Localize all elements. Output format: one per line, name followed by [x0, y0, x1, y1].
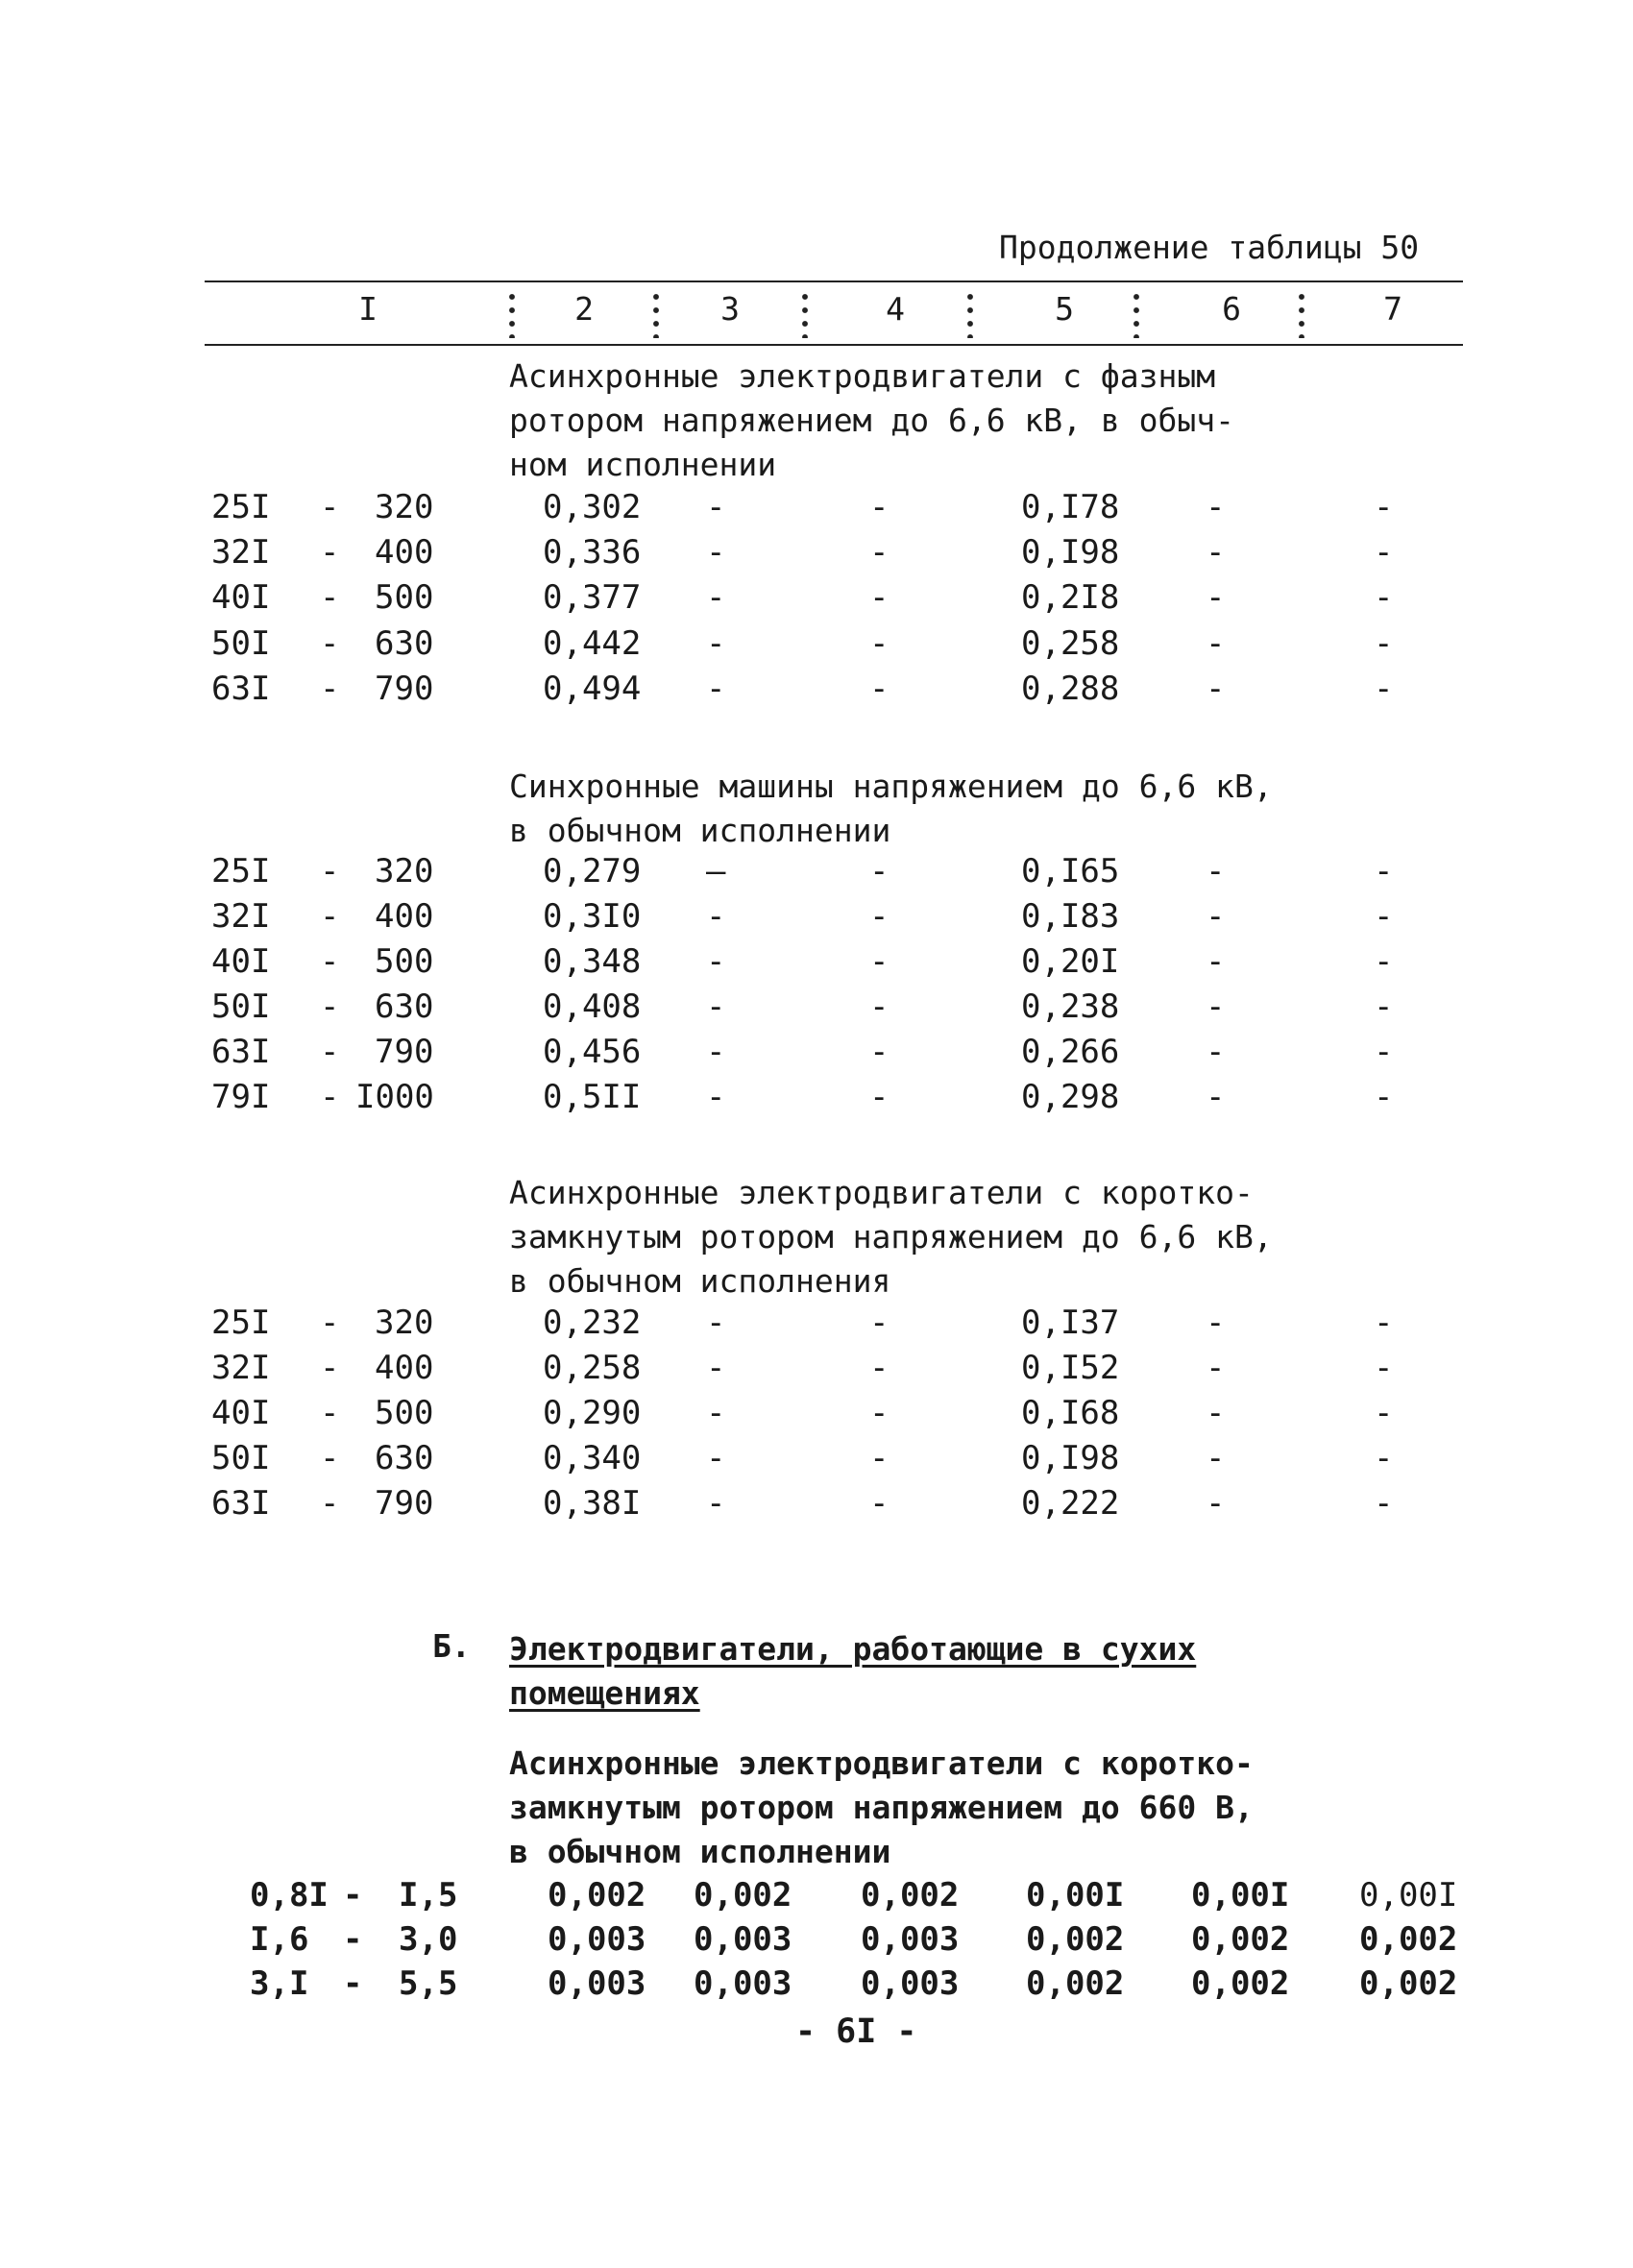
group-heading-line: замкнутым ротором напряжением до 660 В, — [509, 1789, 1254, 1826]
range-from: 3,I — [250, 1964, 309, 2003]
cell-col6: - — [1206, 624, 1226, 663]
range-dash: - — [320, 1439, 340, 1477]
range-to: 500 — [375, 942, 434, 981]
range-to: 400 — [375, 533, 434, 572]
section-title — [509, 1627, 1278, 1716]
range-dash: - — [320, 488, 340, 526]
cell-col3: 0,003 — [694, 1920, 792, 1959]
cell-col7: - — [1374, 1439, 1394, 1477]
cell-col5: 0,258 — [1021, 624, 1120, 663]
range-from: I,6 — [250, 1920, 309, 1959]
cell-col7: - — [1374, 670, 1394, 708]
column-header-4: 4 — [886, 290, 905, 328]
column-separator — [966, 290, 974, 338]
cell-col7: - — [1374, 533, 1394, 572]
table-row — [0, 1876, 1633, 1921]
cell-col7: - — [1374, 1033, 1394, 1071]
range-to: 790 — [375, 1484, 434, 1523]
cell-col3: - — [706, 1439, 726, 1477]
table-top-rule — [205, 280, 1463, 282]
cell-col4: 0,002 — [861, 1876, 960, 1914]
cell-col2: 0,279 — [543, 852, 642, 890]
cell-col3: - — [706, 897, 726, 936]
cell-col5: 0,002 — [1026, 1920, 1125, 1959]
cell-col4: - — [869, 533, 890, 572]
cell-col2: 0,408 — [543, 988, 642, 1026]
range-dash: - — [320, 1349, 340, 1387]
cell-col5: 0,I78 — [1021, 488, 1120, 526]
table-row — [0, 897, 1633, 942]
cell-col3: - — [706, 988, 726, 1026]
group-heading-line: Асинхронные электродвигатели с коротко- — [509, 1174, 1254, 1211]
range-from: 40I — [211, 1394, 271, 1432]
cell-col4: - — [869, 1078, 890, 1116]
cell-col5: 0,20I — [1021, 942, 1120, 981]
cell-col5: 0,I83 — [1021, 897, 1120, 936]
table-row — [0, 1394, 1633, 1439]
cell-col3: — — [706, 852, 726, 890]
cell-col7: - — [1374, 1349, 1394, 1387]
cell-col4: - — [869, 624, 890, 663]
cell-col3: - — [706, 488, 726, 526]
cell-col4: - — [869, 1439, 890, 1477]
range-from: 40I — [211, 578, 271, 617]
cell-col7: 0,002 — [1359, 1964, 1458, 2003]
range-from: 63I — [211, 1033, 271, 1071]
range-dash: - — [320, 624, 340, 663]
range-to: 400 — [375, 897, 434, 936]
cell-col4: - — [869, 988, 890, 1026]
range-dash: - — [343, 1920, 363, 1959]
range-dash: - — [320, 852, 340, 890]
cell-col2: 0,290 — [543, 1394, 642, 1432]
cell-col5: 0,266 — [1021, 1033, 1120, 1071]
column-header-7: 7 — [1383, 290, 1402, 328]
range-to: 320 — [375, 852, 434, 890]
cell-col4: - — [869, 1394, 890, 1432]
cell-col7: - — [1374, 988, 1394, 1026]
range-from: 32I — [211, 897, 271, 936]
range-to: 400 — [375, 1349, 434, 1387]
cell-col7: - — [1374, 852, 1394, 890]
column-header-1: I — [358, 290, 378, 328]
cell-col3: - — [706, 578, 726, 617]
table-row — [0, 1304, 1633, 1349]
cell-col7: - — [1374, 1394, 1394, 1432]
range-dash: - — [320, 1484, 340, 1523]
section-title-line: Электродвигатели, работающие в сухих — [509, 1630, 1197, 1668]
cell-col2: 0,494 — [543, 670, 642, 708]
cell-col2: 0,003 — [548, 1964, 646, 2003]
table-row — [0, 1484, 1633, 1529]
range-to: 500 — [375, 578, 434, 617]
cell-col2: 0,348 — [543, 942, 642, 981]
table-header-rule — [205, 344, 1463, 346]
range-from: 50I — [211, 1439, 271, 1477]
cell-col5: 0,238 — [1021, 988, 1120, 1026]
cell-col2: 0,3I0 — [543, 897, 642, 936]
cell-col5: 0,I68 — [1021, 1394, 1120, 1432]
table-row — [0, 1920, 1633, 1965]
cell-col6: 0,002 — [1191, 1964, 1290, 2003]
cell-col7: - — [1374, 897, 1394, 936]
range-dash: - — [320, 1304, 340, 1342]
table-row — [0, 670, 1633, 715]
cell-col4: - — [869, 1349, 890, 1387]
cell-col4: - — [869, 1304, 890, 1342]
range-dash: - — [343, 1964, 363, 2003]
column-header-2: 2 — [574, 290, 594, 328]
cell-col6: - — [1206, 1304, 1226, 1342]
range-dash: - — [343, 1876, 363, 1914]
group-heading-line: в обычном исполнения — [509, 1262, 891, 1300]
column-separator — [1298, 290, 1305, 338]
cell-col6: - — [1206, 1349, 1226, 1387]
cell-col2: 0,003 — [548, 1920, 646, 1959]
range-dash: - — [320, 1394, 340, 1432]
cell-col2: 0,258 — [543, 1349, 642, 1387]
range-to: 790 — [375, 670, 434, 708]
cell-col7: - — [1374, 578, 1394, 617]
cell-col2: 0,456 — [543, 1033, 642, 1071]
cell-col3: - — [706, 1033, 726, 1071]
cell-col7: - — [1374, 1304, 1394, 1342]
cell-col3: 0,002 — [694, 1876, 792, 1914]
range-from: 50I — [211, 624, 271, 663]
cell-col2: 0,302 — [543, 488, 642, 526]
table-row — [0, 624, 1633, 670]
table-row — [0, 1439, 1633, 1484]
cell-col6: - — [1206, 1078, 1226, 1116]
group-heading-line: ном исполнении — [509, 446, 777, 483]
cell-col5: 0,288 — [1021, 670, 1120, 708]
cell-col7: - — [1374, 942, 1394, 981]
range-to: 500 — [375, 1394, 434, 1432]
cell-col3: - — [706, 533, 726, 572]
table-row — [0, 852, 1633, 897]
range-dash: - — [320, 988, 340, 1026]
section-title-line: помещениях — [509, 1674, 700, 1712]
cell-col7: 0,00I — [1359, 1876, 1458, 1914]
range-to: 320 — [375, 1304, 434, 1342]
cell-col4: - — [869, 942, 890, 981]
range-from: 50I — [211, 988, 271, 1026]
cell-col6: - — [1206, 578, 1226, 617]
cell-col6: - — [1206, 533, 1226, 572]
group-heading-line: Синхронные машины напряжением до 6,6 кВ, — [509, 768, 1273, 805]
column-header-6: 6 — [1222, 290, 1241, 328]
cell-col2: 0,232 — [543, 1304, 642, 1342]
cell-col3: - — [706, 1484, 726, 1523]
page-number: - 6I - — [795, 2012, 917, 2051]
cell-col4: - — [869, 488, 890, 526]
cell-col2: 0,5II — [543, 1078, 642, 1116]
cell-col5: 0,002 — [1026, 1964, 1125, 2003]
cell-col6: - — [1206, 488, 1226, 526]
table-row — [0, 1078, 1633, 1123]
column-header-5: 5 — [1055, 290, 1074, 328]
cell-col3: - — [706, 1394, 726, 1432]
cell-col2: 0,336 — [543, 533, 642, 572]
cell-col2: 0,377 — [543, 578, 642, 617]
range-dash: - — [320, 897, 340, 936]
group-heading-line: Асинхронные электродвигатели с коротко- — [509, 1744, 1254, 1782]
cell-col7: - — [1374, 488, 1394, 526]
cell-col3: - — [706, 1304, 726, 1342]
cell-col5: 0,I98 — [1021, 1439, 1120, 1477]
range-from: 63I — [211, 1484, 271, 1523]
cell-col4: 0,003 — [861, 1920, 960, 1959]
table-row — [0, 578, 1633, 623]
range-from: 25I — [211, 852, 271, 890]
range-dash: - — [320, 1078, 340, 1116]
range-from: 79I — [211, 1078, 271, 1116]
cell-col3: - — [706, 1078, 726, 1116]
group-heading-line: Асинхронные электродвигатели с фазным — [509, 357, 1216, 395]
cell-col4: - — [869, 1484, 890, 1523]
cell-col5: 0,I52 — [1021, 1349, 1120, 1387]
column-separator — [652, 290, 660, 338]
range-from: 32I — [211, 533, 271, 572]
cell-col5: 0,00I — [1026, 1876, 1125, 1914]
cell-col7: - — [1374, 1078, 1394, 1116]
cell-col2: 0,442 — [543, 624, 642, 663]
column-separator — [801, 290, 809, 338]
range-from: 32I — [211, 1349, 271, 1387]
range-to: 320 — [375, 488, 434, 526]
range-dash: - — [320, 578, 340, 617]
cell-col6: - — [1206, 988, 1226, 1026]
range-dash: - — [320, 533, 340, 572]
group-heading-line: ротором напряжением до 6,6 кВ, в обыч- — [509, 402, 1234, 439]
range-dash: - — [320, 942, 340, 981]
range-to: 790 — [375, 1033, 434, 1071]
range-to: 630 — [375, 988, 434, 1026]
section-letter: Б. — [432, 1627, 471, 1665]
cell-col5: 0,222 — [1021, 1484, 1120, 1523]
range-from: 0,8I — [250, 1876, 329, 1914]
cell-col6: - — [1206, 1394, 1226, 1432]
cell-col4: - — [869, 578, 890, 617]
cell-col2: 0,340 — [543, 1439, 642, 1477]
cell-col6: - — [1206, 897, 1226, 936]
group-heading-line: в обычном исполнении — [509, 1833, 891, 1870]
table-row — [0, 533, 1633, 578]
table-caption: Продолжение таблицы 50 — [999, 229, 1420, 266]
column-separator — [1133, 290, 1140, 338]
cell-col4: - — [869, 1033, 890, 1071]
cell-col3: - — [706, 670, 726, 708]
range-from: 25I — [211, 1304, 271, 1342]
cell-col6: - — [1206, 1439, 1226, 1477]
cell-col5: 0,I37 — [1021, 1304, 1120, 1342]
column-separator — [508, 290, 516, 338]
cell-col6: 0,002 — [1191, 1920, 1290, 1959]
cell-col5: 0,298 — [1021, 1078, 1120, 1116]
cell-col5: 0,I65 — [1021, 852, 1120, 890]
table-row — [0, 1964, 1633, 2010]
cell-col5: 0,I98 — [1021, 533, 1120, 572]
table-row — [0, 1349, 1633, 1394]
cell-col4: - — [869, 670, 890, 708]
cell-col2: 0,38I — [543, 1484, 642, 1523]
range-to: I,5 — [399, 1876, 458, 1914]
range-to: 630 — [375, 624, 434, 663]
cell-col4: 0,003 — [861, 1964, 960, 2003]
cell-col6: - — [1206, 852, 1226, 890]
cell-col7: - — [1374, 1484, 1394, 1523]
range-to: 3,0 — [399, 1920, 458, 1959]
range-to: 630 — [375, 1439, 434, 1477]
cell-col6: - — [1206, 670, 1226, 708]
cell-col3: 0,003 — [694, 1964, 792, 2003]
cell-col3: - — [706, 1349, 726, 1387]
range-to: I000 — [355, 1078, 434, 1116]
group-heading-line: замкнутым ротором напряжением до 6,6 кВ, — [509, 1218, 1273, 1256]
table-row — [0, 488, 1633, 533]
range-to: 5,5 — [399, 1964, 458, 2003]
range-dash: - — [320, 670, 340, 708]
table-row — [0, 988, 1633, 1033]
cell-col5: 0,2I8 — [1021, 578, 1120, 617]
cell-col4: - — [869, 852, 890, 890]
group-heading-line: в обычном исполнении — [509, 812, 891, 849]
range-from: 25I — [211, 488, 271, 526]
cell-col3: - — [706, 624, 726, 663]
cell-col6: - — [1206, 1484, 1226, 1523]
range-dash: - — [320, 1033, 340, 1071]
cell-col7: - — [1374, 624, 1394, 663]
cell-col6: - — [1206, 1033, 1226, 1071]
cell-col3: - — [706, 942, 726, 981]
column-header-3: 3 — [720, 290, 740, 328]
cell-col6: 0,00I — [1191, 1876, 1290, 1914]
table-row — [0, 1033, 1633, 1078]
cell-col2: 0,002 — [548, 1876, 646, 1914]
cell-col6: - — [1206, 942, 1226, 981]
range-from: 63I — [211, 670, 271, 708]
cell-col7: 0,002 — [1359, 1920, 1458, 1959]
table-row — [0, 942, 1633, 988]
cell-col4: - — [869, 897, 890, 936]
range-from: 40I — [211, 942, 271, 981]
